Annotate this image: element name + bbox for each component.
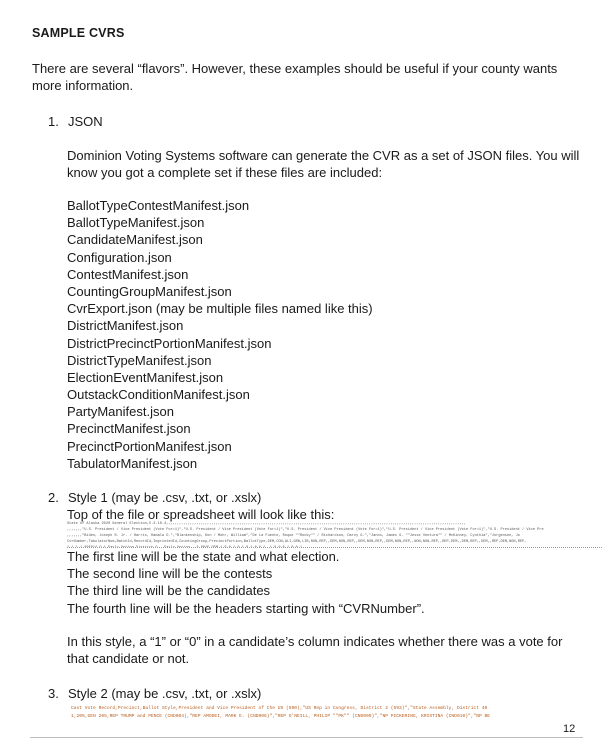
section-3-heading: Style 2 (may be .csv, .txt, or .xslx) <box>68 686 262 701</box>
json-file-item: PartyManifest.json <box>67 404 174 420</box>
section-1-title <box>48 113 103 130</box>
section-1-paragraph: Dominion Voting Systems software can generate the CVR as a set of JSON files. You will know you got a complete set if these files are included: <box>67 148 580 180</box>
section-3-number: 3. <box>48 686 59 701</box>
sample-line: ,,,,,,,"Biden, Joseph R. Jr. / Harris, Kamala D.","Blankenship, Don / Mohr, William","De La Fuente, Roque ""Rocky"" / Richardson, Darcy G.","Janos, James G. ""Jesse Ventura"" / McKinney, Cynthia","Jorgensen, Jo <box>67 534 520 538</box>
intro-paragraph: There are several “flavors”. However, these examples should be useful if your county wants more information. <box>32 61 558 93</box>
page-number: 12 <box>563 723 576 735</box>
line-description: The third line will be the candidates <box>67 583 271 599</box>
json-file-item: ContestManifest.json <box>67 266 189 282</box>
line-description: The first line will be the state and what election. <box>67 549 340 564</box>
json-file-item: DistrictManifest.json <box>67 318 184 334</box>
section-1-number: 1. <box>48 114 59 129</box>
section-2-title <box>48 489 261 506</box>
json-file-item: PrecinctPortionManifest.json <box>67 438 232 454</box>
json-file-item: CvrExport.json (may be multiple files named like this) <box>67 301 373 317</box>
json-file-item: CountingGroupManifest.json <box>67 283 232 299</box>
json-file-item: CandidateManifest.json <box>67 232 203 248</box>
sample-line: ,,,,,,,"U.S. President / Vice President (Vote For=1)","U.S. President / Vice President (Vote For=1)","U.S. President / Vice President (Vote For=1)","U.S. President / Vice President (Vote For=1)","U.S. President / Vice Pre <box>67 528 544 532</box>
footer-rule <box>30 737 583 738</box>
json-file-item: TabulatorManifest.json <box>67 455 198 471</box>
sample-line: State of Alaska 2020 General Election,5.3.10.4,,,,,,,,,,,,,,,,,,,,,,,,,,,,,,,,,,,,,,,,,,,,,,,,,,,,,,,,,,,,,,,,,,,,,,,,,,,,,,,,,,,,,,,,,,,,,,,,,,,,,,,,,,,,,,,,,,,,,,,,,,,,,,,,,,,,,,,,,,, <box>67 522 466 526</box>
json-file-item: OutstackConditionManifest.json <box>67 387 250 403</box>
section-2-subtitle: Top of the file or spreadsheet will look like this: <box>67 507 335 522</box>
style1-sample-image <box>67 521 602 548</box>
json-file-item: Configuration.json <box>67 249 172 265</box>
page-heading: SAMPLE CVRS <box>32 26 125 40</box>
line-description: The second line will be the contests <box>67 566 273 582</box>
style2-sample-image <box>71 705 605 721</box>
json-file-item: BallotTypeContestManifest.json <box>67 198 250 213</box>
json-file-item: DistrictTypeManifest.json <box>67 352 212 368</box>
section-2-paragraph: In this style, a “1” or “0” in a candidate’s column indicates whether there was a vote for that candidate or not. <box>67 634 563 666</box>
section-2-heading: Style 1 (may be .csv, .txt, or .xslx) <box>68 490 262 505</box>
section-2-number: 2. <box>48 490 59 505</box>
json-file-list <box>67 197 373 472</box>
sample-line: 1,205,GEN 205,REP TRUMP and PENCE (CND004),"REP AMODEI, MARK E. (CND006)","REP O'NEILL, PHILIP ""PK"" (CND009)","NP PICKERING, KRISTINA (CND010)","NP BE <box>71 713 491 719</box>
line-description: The fourth line will be the headers starting with “CVRNumber”. <box>67 600 425 616</box>
json-file-item: ElectionEventManifest.json <box>67 369 224 385</box>
sample-line: CvrNumber,TabulatorNum,BatchId,RecordId,ImprintedId,CountingGroup,PrecinctPortion,BallotType,DEM,CON,ALI,GRN,LIB,NON,REP,,DEM,NON,REP,,DEM,NON,REP,,DEM,NON,REP,,NON,NON,REP,,REP,DEM,,DEM,REP,,DEM,,REP,DEM,NON,REP, <box>67 540 527 544</box>
section-1-heading: JSON <box>68 114 103 129</box>
style1-line-descriptions <box>67 548 425 617</box>
json-file-item: PrecinctManifest.json <box>67 421 191 437</box>
json-file-item: BallotTypeManifest.json <box>67 215 205 231</box>
section-3-title <box>48 685 261 702</box>
json-file-item: DistrictPrecinctPortionManifest.json <box>67 335 272 351</box>
sample-line: Cast Vote Record,Precinct,Ballot Style,President and Vice President of the US (590),"US Rep in Congress, District 2 (593)","State Assembly, District 40 <box>71 706 488 711</box>
sample-line: 1,1,1,1,005814-9-1,Early Voting,District 9 - Early Voting - 3,8045 DEM,1,0,0,1,0,1,0,1,0,0,1,,1,0,0,0,1,0,0,1,,,,,,,,,,,,,,,,,, <box>67 546 341 548</box>
